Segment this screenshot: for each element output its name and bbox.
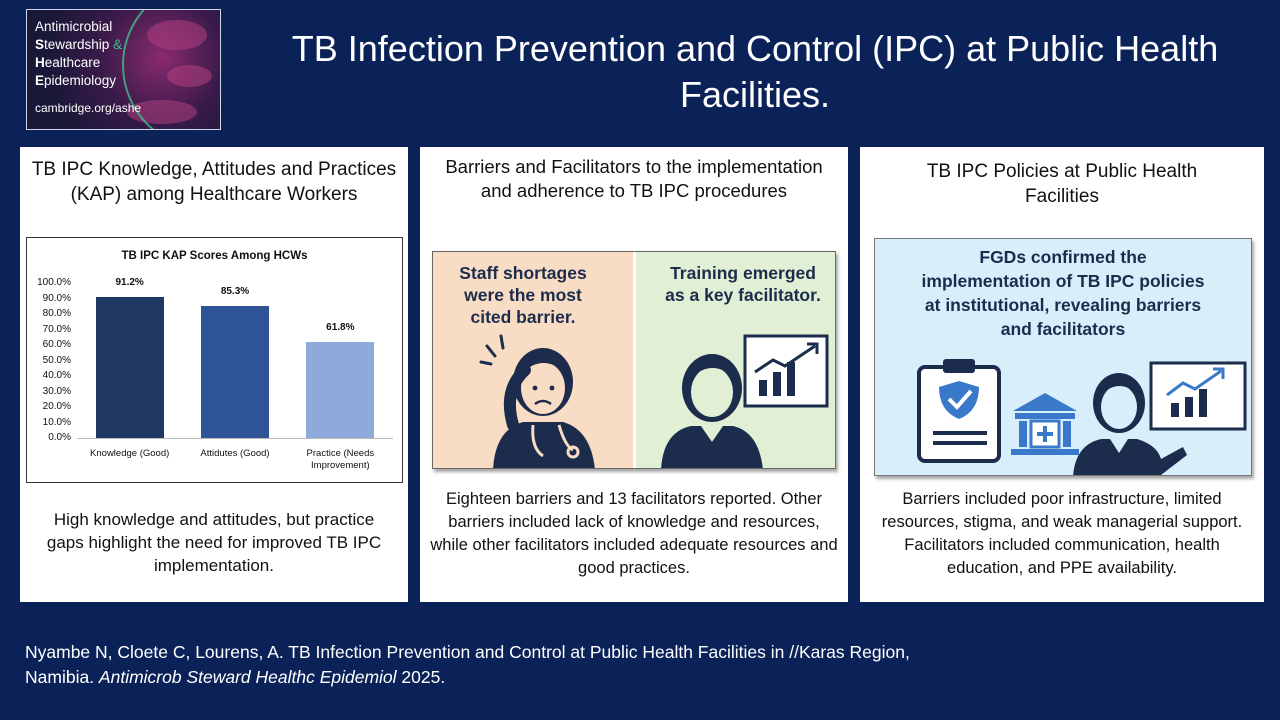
logo-url: cambridge.org/ashe [35, 101, 142, 115]
policies-illustration-text: FGDs confirmed the implementation of TB IPC policies at institutional, revealing barriers and facilitators [921, 247, 1205, 339]
chart-category-label: Knowledge (Good) [90, 448, 170, 459]
barriers-illustration [432, 251, 836, 469]
chart-x-axis [77, 438, 393, 439]
presenter-icon [1073, 359, 1249, 476]
chart-bar [201, 306, 269, 438]
chart-data-label: 85.3% [220, 285, 250, 297]
barrier-caption: Staff shortages were the most cited barrier. [459, 263, 587, 327]
chart-title: TB IPC KAP Scores Among HCWs [121, 250, 308, 262]
policies-panel [860, 147, 1264, 602]
citation-year: 2025. [396, 667, 446, 687]
clipboard-shield-icon [915, 357, 1005, 465]
chart-y-tick-label: 50.0% [42, 354, 71, 366]
policies-illustration [874, 238, 1252, 476]
chart-bar [306, 342, 374, 438]
policies-panel-summary: Barriers included poor infrastructure, limited resources, stigma, and weak managerial support. Facilitators included communication, health education, and PPE availability. [881, 490, 1243, 577]
chart-y-tick-label: 40.0% [42, 370, 71, 381]
citation-text: Nyambe N, Cloete C, Lourens, A. TB Infection Prevention and Control at Public Health Facilities in //Karas Region, Namibia. [25, 642, 910, 687]
kap-panel-title: TB IPC Knowledge, Attitudes and Practices (KAP) among Healthcare Workers [31, 159, 397, 205]
chart-data-label: 91.2% [115, 276, 144, 288]
chart-category-label: Attidutes (Good) [200, 448, 270, 459]
chart-y-tick-label: 30.0% [42, 385, 71, 397]
facilitator-caption: Training emerged as a key facilitator. [665, 263, 821, 305]
journal-logo [26, 9, 221, 130]
barriers-panel [420, 147, 848, 602]
chart-y-tick-label: 100.0% [37, 277, 71, 288]
kap-panel [20, 147, 408, 602]
chart-bar [96, 297, 164, 438]
barriers-panel-summary: Eighteen barriers and 13 facilitators reported. Other barriers included lack of knowledge and resources, while other facilitators included adequate resources and good practices. [430, 490, 838, 577]
chart-y-tick-label: 90.0% [42, 292, 71, 304]
citation [25, 640, 925, 690]
policies-panel-title: TB IPC Policies at Public Health Facilities [926, 161, 1198, 207]
chart-y-tick-label: 0.0% [48, 432, 71, 443]
chart-y-tick-label: 60.0% [42, 339, 71, 350]
citation-journal: Antimicrob Steward Healthc Epidemiol [98, 667, 397, 687]
kap-chart [26, 237, 403, 483]
logo-journal-name: Antimicrobial Stewardship & Healthcare Epidemiology [35, 19, 123, 88]
chart-y-tick-label: 10.0% [42, 416, 71, 428]
trainer-icon [655, 332, 835, 469]
page-title: TB Infection Prevention and Control (IPC) at Public Health Facilities. [291, 28, 1219, 115]
kap-panel-summary: High knowledge and attitudes, but practice gaps highlight the need for improved TB IPC implementation. [46, 510, 382, 575]
hospital-icon [1009, 389, 1081, 457]
chart-data-label: 61.8% [326, 322, 355, 334]
chart-category-label: Practice (Needs Improvement) [306, 448, 375, 471]
chart-y-tick-label: 70.0% [42, 323, 71, 335]
chart-y-tick-label: 20.0% [42, 401, 71, 412]
stressed-worker-icon [473, 330, 613, 469]
barriers-panel-title: Barriers and Facilitators to the implementation and adherence to TB IPC procedures [445, 156, 823, 201]
chart-y-tick-label: 80.0% [42, 308, 71, 319]
